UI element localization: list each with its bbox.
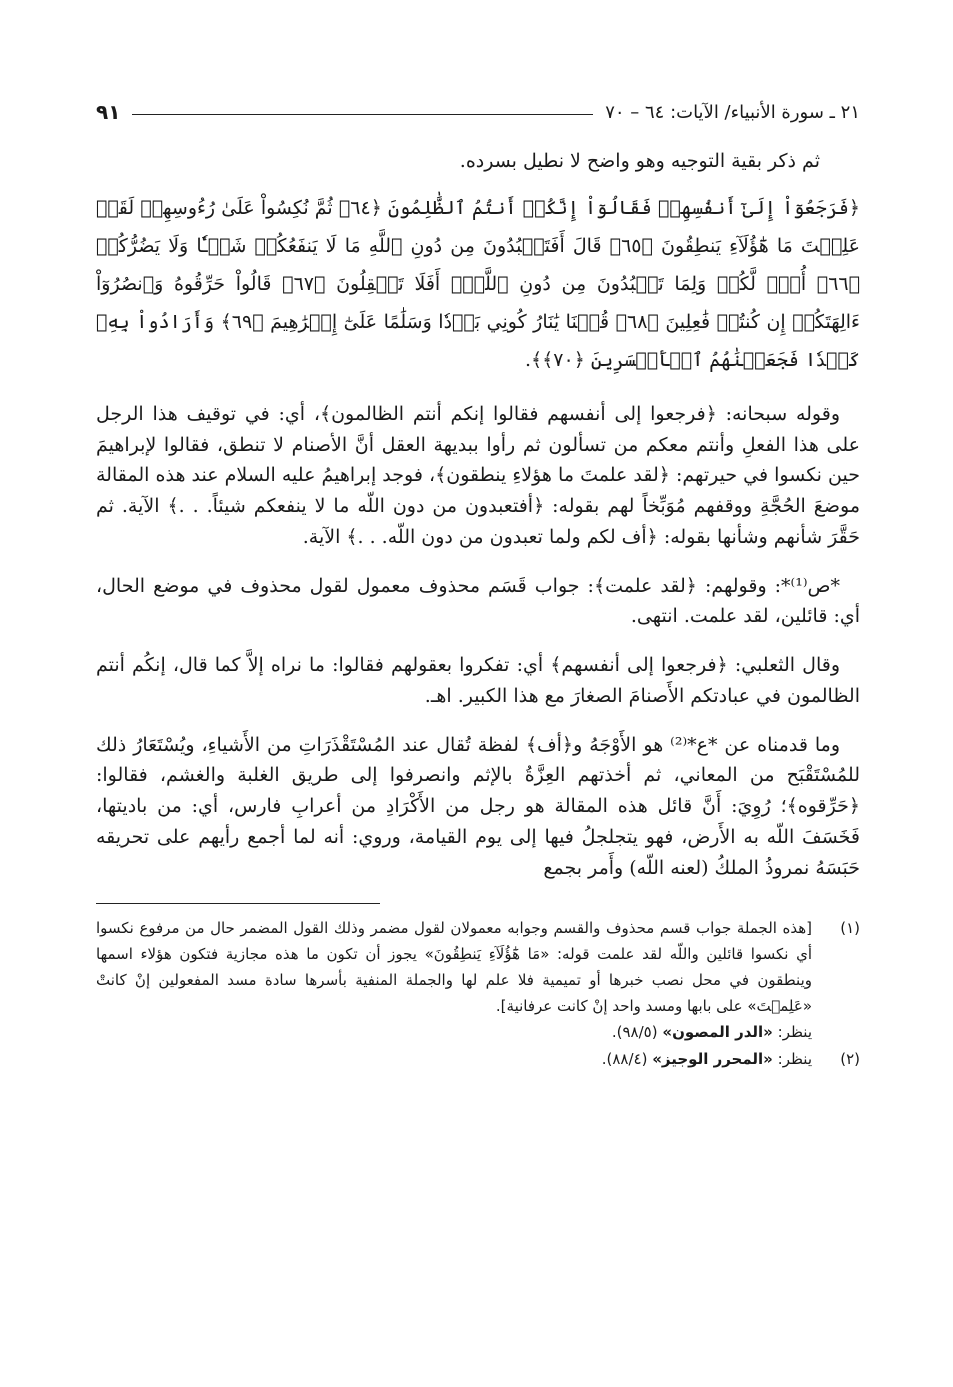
intro-line: ثم ذكر بقية التوجيه وهو واضح لا نطيل بسرده. xyxy=(459,150,820,172)
commentary-paragraph-1: وقوله سبحانه: ﴿فرجعوا إلى أنفسهم فقالوا إنكم أنتم الظالمون﴾، أي: في توقيف هذا الرجل على هذا الفعلِ وأنتم معكم من تسألون ثم رأوا ببديهة العقل أنَّ الأصنام لا تنطق، فقالوا لإبراهيمَ حين نكسوا في حيرتهم: ﴿لقد علمتَ ما هؤلاءِ ينطقون﴾، فوجد إبراهيمُ عليه السلام عند هذه المقالة موضعَ الحُجَّةِ ووقفهم مُوَبِّخاً لهم بقوله: ﴿أفتعبدون من دون اللّه ما لا ينفعكم شيئاً. . .﴾ الآية. ثم حَقَّرَ شأنهم وشأنها بقوله: ﴿أف لكم ولما تعبدون من دون اللّه. . .﴾ الآية. xyxy=(96,402,860,548)
footnote-body: [هذه الجملة جواب قسم محذوف والقسم وجوابه معمولان لقول مضمر وذلك القول المضمر حال من مرفوع نكسوا أي نكسوا قائلين واللّه لقد علمت قوله: «مَا هَٰٓؤُلَآءِ يَنطِقُونَ» يجوز أن تكون ما هذه مجازية فتكون هؤلاء اسمها وينطقون في محل نصب خبرها أو تميمية فلا علم لها والجملة المنفية بأسرها سادة مسد المفعولين إنْ كانتْ «عَلِمۡتَ» على بابها ومسد واحد إنْ كانت عرفانية]. xyxy=(96,919,812,1015)
footnote-2 xyxy=(96,1047,860,1073)
footnotes xyxy=(96,916,860,1073)
ref-prefix: ينظر: xyxy=(777,1022,812,1041)
ref-location: (٨٨/٤). xyxy=(601,1050,648,1069)
commentary-paragraph-4: وما قدمناه عن *ع*⁽²⁾ هو الأَوْجَهُ و﴿أف﴾ لفظة تُقال عند المُسْتَقْذَرَاتِ من الأَشياءِ، ويُسْتَعَارُ ذلك للمُسْتَقْبَح من المعاني، ثم أخذتهم العِزَّةُ بالإثم وانصرفوا إلى طريق الغلبة والغشم، فقالوا: ﴿حَرِّقوه﴾؛ رُوِيَ: أَنَّ قائل هذه المقالة هو رجل من الأَكْرَادِ من أعرابِ فارس، أي: من باديتها، فَخَسَفَ اللّه به الأَرض، فهو يتجلجلُ فيها إلى يوم القيامة، وروي: أنه لما أجمع رأيهم على تحريقه حَبَسَهُ نمروذُ الملكُ (لعنه اللّه) وأَمر بجمع xyxy=(96,733,860,879)
ref-location: (٩٨/٥). xyxy=(611,1022,658,1041)
running-title: ٢١ ـ سورة الأنبياء/ الآيات: ٦٤ – ٧٠ xyxy=(605,101,860,123)
commentary-paragraph-2: *ص⁽¹⁾*: وقولهم: ﴿لقد علمت﴾: جواب قَسَم محذوف معمول لقول محذوف في موضع الحال، أي: قائلين، لقد علمت. انتهى. xyxy=(96,574,860,628)
footnote-1 xyxy=(96,916,860,1045)
ref-prefix: ينظر: xyxy=(777,1050,812,1069)
footnote-number: (١) xyxy=(840,919,860,938)
page-number: ٩١ xyxy=(96,100,121,124)
footnote-text xyxy=(96,1047,812,1073)
book-page xyxy=(96,92,860,1073)
footnote-reference xyxy=(96,1020,812,1046)
ref-title: «المحرر الوجيز» xyxy=(652,1050,773,1069)
footnote-number: (٢) xyxy=(840,1050,860,1069)
quran-verse-block: ﴿فَرَجَعُوٓاْ إِلَىٰٓ أَنفُسِهِمۡ فَقَالُوٓاْ إِنَّكُمۡ أَنتُمُ ٱلظَّٰلِمُونَ ﴿٦٤﴾ ثُمَّ نُكِسُواْ عَلَىٰ رُءُوسِهِمۡ لَقَدۡ عَلِمۡتَ مَا هَٰٓؤُلَآءِ يَنطِقُونَ ﴿٦٥﴾ قَالَ أَفَتَعۡبُدُونَ مِن دُونِ ٱللَّهِ مَا لَا يَنفَعُكُمۡ شَيۡـٔٗا وَلَا يَضُرُّكُمۡ ﴿٦٦﴾ أُفّٖ لَّكُمۡ وَلِمَا تَعۡبُدُونَ مِن دُونِ ٱللَّهِۚ أَفَلَا تَعۡقِلُونَ ﴿٦٧﴾ قَالُواْ حَرِّقُوهُ وَٱنصُرُوٓاْ ءَالِهَتَكُمۡ إِن كُنتُمۡ فَٰعِلِينَ ﴿٦٨﴾ قُلۡنَا يَٰنَارُ كُونِي بَرۡدٗا وَسَلَٰمًا عَلَىٰٓ إِبۡرَٰهِيمَ ﴿٦٩﴾ وَأَرَادُواْ بِهِۦ كَيۡدٗا فَجَعَلۡنَٰهُمُ ٱلۡأَخۡسَرِينَ ﴿٧٠﴾﴾. xyxy=(96,196,861,371)
footnote-separator xyxy=(96,903,380,904)
commentary-paragraph-3: وقال الثعلبي: ﴿فرجعوا إلى أنفسهم﴾ أي: تفكروا بعقولهم فقالوا: ما نراه إلاَّ كما قال، إنكُم أنتم الظالمون في عبادتكم الأَصنامَ الصغارَ مع هذا الكبير. اهـ. xyxy=(96,654,860,707)
header-rule xyxy=(132,114,593,115)
ref-title: «الدر المصون» xyxy=(662,1022,773,1041)
footnote-text xyxy=(96,916,812,1045)
running-header xyxy=(96,92,860,132)
